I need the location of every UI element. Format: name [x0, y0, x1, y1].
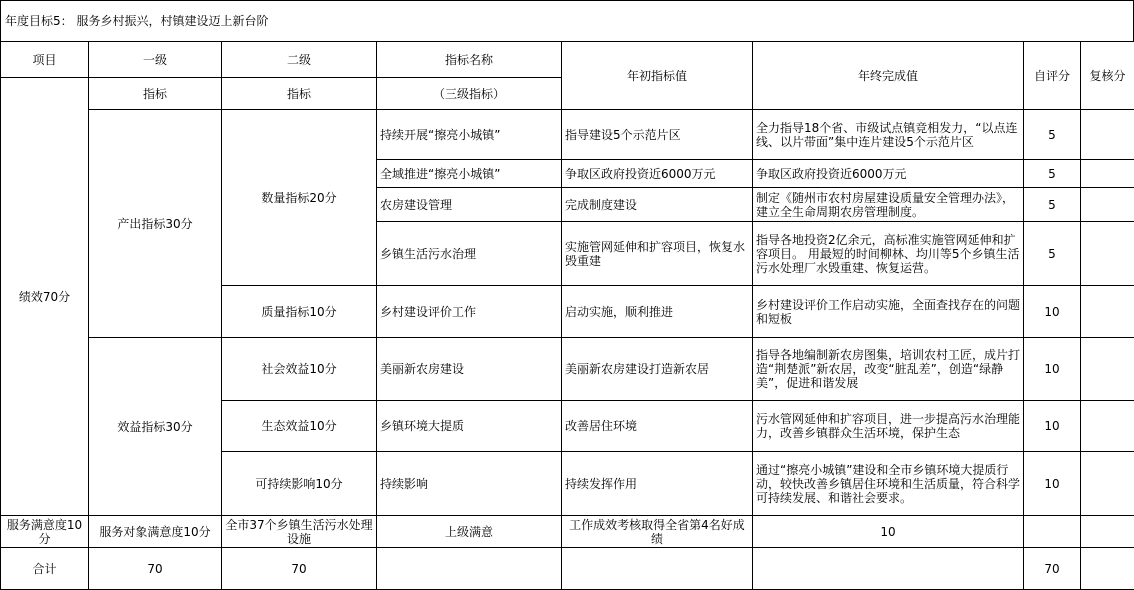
row-name: 全市37个乡镇生活污水处理设施 [222, 516, 377, 548]
row-review [1081, 188, 1134, 222]
header-self-score: 自评分 [1024, 42, 1081, 110]
row-score: 5 [1024, 160, 1081, 188]
row-score: 5 [1024, 188, 1081, 222]
table-row [1, 110, 1134, 160]
group-benefit: 效益指标30分 [89, 338, 222, 516]
row-review [1024, 516, 1081, 548]
row-review [1081, 110, 1134, 160]
group-satisfaction2: 服务对象满意度10分 [89, 516, 222, 548]
row-review [1081, 222, 1134, 286]
header-level3-sub: （三级指标） [377, 78, 562, 110]
row-final: 制定《随州市农村房屋建设质量安全管理办法》，建立全生命周期农房管理制度。 [753, 188, 1024, 222]
total-label: 合计 [1, 548, 89, 590]
table-row [1, 338, 1134, 401]
header-indicator-name: 指标名称 [377, 42, 562, 78]
total-empty-initial [562, 548, 753, 590]
group-output: 产出指标30分 [89, 110, 222, 338]
row-initial: 持续发挥作用 [562, 452, 753, 516]
row-initial: 启动实施，顺利推进 [562, 286, 753, 338]
total-empty-name [377, 548, 562, 590]
row-initial: 指导建设5个示范片区 [562, 110, 753, 160]
group-quantity: 数量指标20分 [222, 110, 377, 286]
row-name: 美丽新农房建设 [377, 338, 562, 401]
row-final: 争取区政府投资近6000万元 [753, 160, 1024, 188]
row-review [1081, 401, 1134, 452]
row-score: 10 [1024, 286, 1081, 338]
header-project: 项目 [1, 42, 89, 78]
row-name: 全域推进“擦亮小城镇” [377, 160, 562, 188]
group-quality: 质量指标10分 [222, 286, 377, 338]
group-ecology: 生态效益10分 [222, 401, 377, 452]
total-level2: 70 [222, 548, 377, 590]
row-name: 乡镇生活污水治理 [377, 222, 562, 286]
header-level1: 一级 [89, 42, 222, 78]
row-final: 指导各地投资2亿余元，高标准实施管网延伸和扩容项目。 用最短的时间柳林、均川等5个乡镇生活污水处理厂水毁重建、恢复运营。 [753, 222, 1024, 286]
table-row [1, 516, 1134, 548]
group-social: 社会效益10分 [222, 338, 377, 401]
group-sustain: 可持续影响10分 [222, 452, 377, 516]
header-level2-sub: 指标 [222, 78, 377, 110]
row-final: 全力指导18个省、市级试点镇竞相发力，“以点连线、以片带面”集中连片建设5个示范片区 [753, 110, 1024, 160]
row-final: 指导各地编制新农房图集，培训农村工匠，成片打造“荆楚派”新农居，改变“脏乱差”，创造“绿静美”，促进和谐发展 [753, 338, 1024, 401]
row-score: 10 [1024, 401, 1081, 452]
total-level1: 70 [89, 548, 222, 590]
total-row [1, 548, 1134, 590]
row-review [1081, 286, 1134, 338]
row-score: 5 [1024, 222, 1081, 286]
row-final: 工作成效考核取得全省第4名好成绩 [562, 516, 753, 548]
row-review [1081, 338, 1134, 401]
row-name: 持续开展“擦亮小城镇” [377, 110, 562, 160]
project-label: 绩效70分 [1, 78, 89, 516]
goal-title: 年度目标5： 服务乡村振兴，村镇建设迈上新台阶 [0, 0, 1134, 41]
row-final: 污水管网延伸和扩容项目，进一步提高污水治理能力，改善乡镇群众生活环境，保护生态 [753, 401, 1024, 452]
header-final-result: 年终完成值 [753, 42, 1024, 110]
row-initial: 改善居住环境 [562, 401, 753, 452]
row-name: 乡村建设评价工作 [377, 286, 562, 338]
row-name: 农房建设管理 [377, 188, 562, 222]
row-score: 10 [1024, 452, 1081, 516]
row-score: 5 [1024, 110, 1081, 160]
row-final: 通过“擦亮小城镇”建设和全市乡镇环境大提质行动，较快改善乡镇居住环境和生活质量，符合科学可持续发展、和谐社会要求。 [753, 452, 1024, 516]
header-initial-target: 年初指标值 [562, 42, 753, 110]
row-name: 乡镇环境大提质 [377, 401, 562, 452]
row-initial: 美丽新农房建设打造新农居 [562, 338, 753, 401]
header-level2: 二级 [222, 42, 377, 78]
total-empty-review [1081, 548, 1134, 590]
total-empty-final [753, 548, 1024, 590]
total-score: 70 [1024, 548, 1081, 590]
row-initial: 实施管网延伸和扩容项目，恢复水毁重建 [562, 222, 753, 286]
performance-table [0, 41, 1134, 590]
row-score: 10 [753, 516, 1024, 548]
row-initial: 争取区政府投资近6000万元 [562, 160, 753, 188]
header-level1-sub: 指标 [89, 78, 222, 110]
group-satisfaction1: 服务满意度10分 [1, 516, 89, 548]
row-initial: 上级满意 [377, 516, 562, 548]
header-review-score: 复核分 [1081, 42, 1134, 110]
row-name: 持续影响 [377, 452, 562, 516]
row-final: 乡村建设评价工作启动实施，全面查找存在的问题和短板 [753, 286, 1024, 338]
row-review [1081, 160, 1134, 188]
row-initial: 完成制度建设 [562, 188, 753, 222]
row-score: 10 [1024, 338, 1081, 401]
row-review [1081, 452, 1134, 516]
